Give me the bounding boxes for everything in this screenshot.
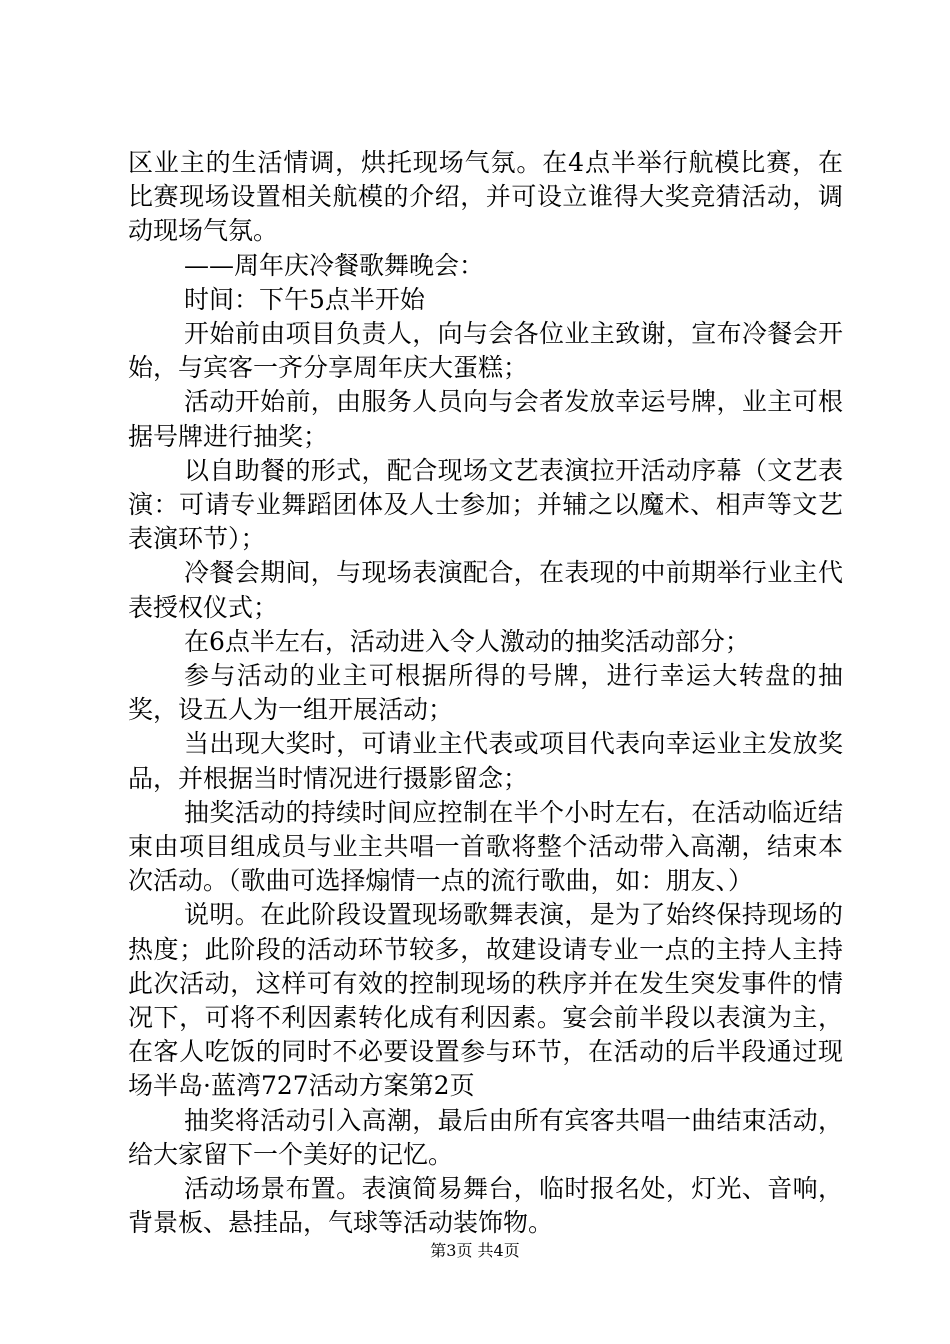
body-text bbox=[128, 146, 843, 1241]
paragraph-explanation: 说明。在此阶段设置现场歌舞表演，是为了始终保持现场的热度；此阶段的活动环节较多，故建设请专业一点的主持人主持此次活动，这样可有效的控制现场的秩序并在发生突发事件的情况下，可将不利因素转化成有利因素。宴会前半段以表演为主，在客人吃饭的同时不必要设置参与环节，在活动的后半段通过现场半岛·蓝湾727活动方案第2页 bbox=[128, 900, 843, 1101]
paragraph: 当出现大奖时，可请业主代表或项目代表向幸运业主发放奖品，并根据当时情况进行摄影留念； bbox=[128, 729, 843, 793]
paragraph: 参与活动的业主可根据所得的号牌，进行幸运大转盘的抽奖，设五人为一组开展活动； bbox=[128, 661, 843, 725]
paragraph: 冷餐会期间，与现场表演配合，在表现的中前期举行业主代表授权仪式； bbox=[128, 558, 843, 622]
paragraph: 在6点半左右，活动进入令人激动的抽奖活动部分； bbox=[184, 626, 750, 656]
paragraph-continued: 区业主的生活情调，烘托现场气氛。在4点半举行航模比赛，在比赛现场设置相关航模的介绍，并可设立谁得大奖竞猜活动，调动现场气氛。 bbox=[128, 148, 843, 246]
paragraph: 抽奖活动的持续时间应控制在半个小时左右，在活动临近结束由项目组成员与业主共唱一首歌将整个活动带入高潮，结束本次活动。（歌曲可选择煽情一点的流行歌曲，如：朋友、） bbox=[128, 797, 843, 896]
paragraph: 以自助餐的形式，配合现场文艺表演拉开活动序幕（文艺表演：可请专业舞蹈团体及人士参加；并辅之以魔术、相声等文艺表演环节）； bbox=[128, 455, 843, 554]
paragraph-scene-setup: 活动场景布置。表演简易舞台，临时报名处，灯光、音响，背景板、悬挂品，气球等活动装饰物。 bbox=[128, 1174, 843, 1238]
paragraph-time: 时间：下午5点半开始 bbox=[184, 284, 425, 314]
paragraph: 抽奖将活动引入高潮，最后由所有宾客共唱一曲结束活动，给大家留下一个美好的记忆。 bbox=[128, 1105, 843, 1169]
paragraph: 活动开始前，由服务人员向与会者发放幸运号牌，业主可根据号牌进行抽奖； bbox=[128, 387, 843, 451]
paragraph-section-heading: ——周年庆冷餐歌舞晚会： bbox=[184, 250, 485, 280]
paragraph: 开始前由项目负责人，向与会各位业主致谢，宣布冷餐会开始，与宾客一齐分享周年庆大蛋糕； bbox=[128, 319, 843, 383]
page-number-footer: 第3页 共4页 bbox=[430, 1241, 520, 1260]
